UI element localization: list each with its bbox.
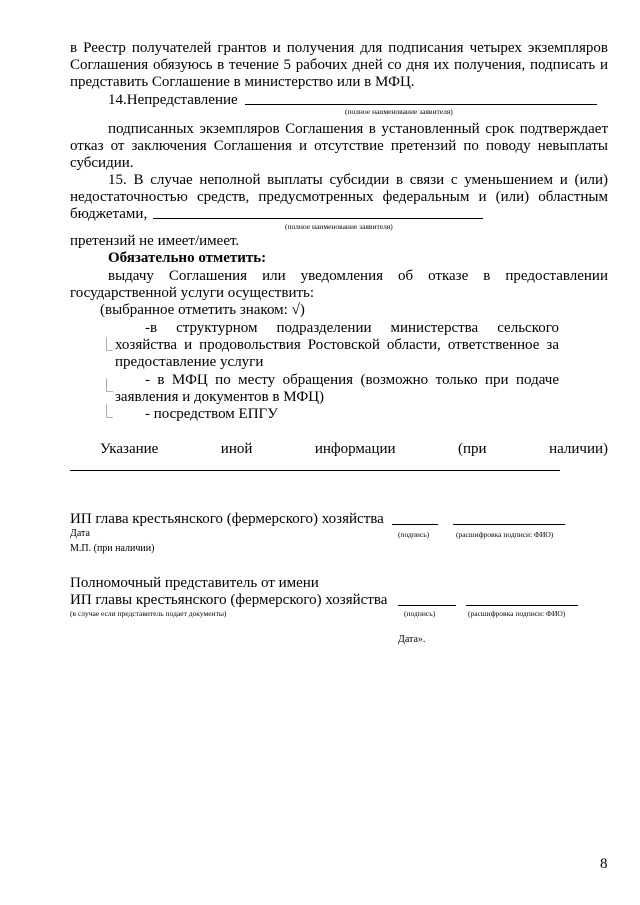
option3-label: - посредством ЕПГУ: [145, 406, 278, 422]
option1-line3: предоставление услуги: [115, 354, 264, 370]
sign2-date: Дата».: [398, 634, 426, 645]
p15-caption: (полное наименование заявителя): [285, 222, 393, 231]
sign1-caption-signature: (подпись): [398, 530, 430, 539]
option1-line2: хозяйства и продовольствия Ростовской области, ответственное за: [115, 337, 559, 353]
sign1-seal: М.П. (при наличии): [70, 543, 155, 554]
sign2-signature-line[interactable]: [398, 605, 456, 606]
option2-line1: - в МФЦ по месту обращения (возможно только при подаче: [145, 372, 559, 388]
mandatory-line3: (выбранное отметить знаком: √): [100, 302, 305, 318]
p14-lead: 14.Непредставление: [108, 92, 238, 108]
sign1-name-line[interactable]: [453, 524, 565, 525]
sign2-line1: Полномочный представитель от имени: [70, 575, 319, 591]
sign1-caption-name: (расшифровка подписи: ФИО): [456, 530, 554, 539]
p14-line3: отказ от заключения Соглашения и отсутствие претензий по поводу невыплаты: [70, 138, 608, 154]
sign1-label: ИП глава крестьянского (фермерского) хозяйства: [70, 511, 384, 527]
option1-line1: -в структурном подразделении министерства сельского: [145, 320, 559, 336]
p15-applicant-line[interactable]: [153, 218, 483, 219]
sign2-caption-name: (расшифровка подписи: ФИО): [468, 609, 566, 618]
p14-applicant-line[interactable]: [245, 104, 597, 105]
p13-line1: в Реестр получателей грантов и получения для подписания четырех экземпляров: [70, 40, 608, 56]
mandatory-line1: выдачу Соглашения или уведомления об отказе в предоставлении: [108, 268, 608, 284]
sign2-name-line[interactable]: [466, 605, 578, 606]
other-info-label: Указание иной информации (при наличии): [100, 441, 608, 457]
sign2-caption-signature: (подпись): [404, 609, 436, 618]
page-number: 8: [600, 856, 608, 872]
sign2-note: (в случае если представитель подает документы): [70, 609, 227, 618]
option1-checkbox[interactable]: ⎿: [100, 337, 114, 352]
p15-line4: претензий не имеет/имеет.: [70, 233, 240, 249]
p15-line1: 15. В случае неполной выплаты субсидии в связи с уменьшением и (или): [108, 172, 608, 188]
other-info-line[interactable]: [70, 470, 560, 471]
p14-line2: подписанных экземпляров Соглашения в установленный срок подтверждает: [108, 121, 608, 137]
p14-line4: субсидии.: [70, 155, 134, 171]
option2-checkbox[interactable]: ⎿: [100, 378, 114, 393]
mandatory-line2: государственной услуги осуществить:: [70, 285, 315, 301]
sign1-date: Дата: [70, 528, 90, 539]
p15-line3: бюджетами,: [70, 206, 148, 222]
p13-line3: представить Соглашение в министерство или в МФЦ.: [70, 74, 415, 90]
option2-line2: заявления и документов в МФЦ): [115, 389, 325, 405]
sign1-signature-line[interactable]: [392, 524, 438, 525]
sign2-line2: ИП главы крестьянского (фермерского) хозяйства: [70, 592, 388, 608]
p15-line2: недостаточностью средств, предусмотренных федеральным и (или) областным: [70, 189, 608, 205]
option3-checkbox[interactable]: ⎿: [100, 404, 114, 419]
p13-line2: Соглашения обязуюсь в течение 5 рабочих дней со дня их получения, подписать и: [70, 57, 608, 73]
p14-caption: (полное наименование заявителя): [345, 107, 453, 116]
mandatory-title: Обязательно отметить:: [108, 250, 267, 266]
